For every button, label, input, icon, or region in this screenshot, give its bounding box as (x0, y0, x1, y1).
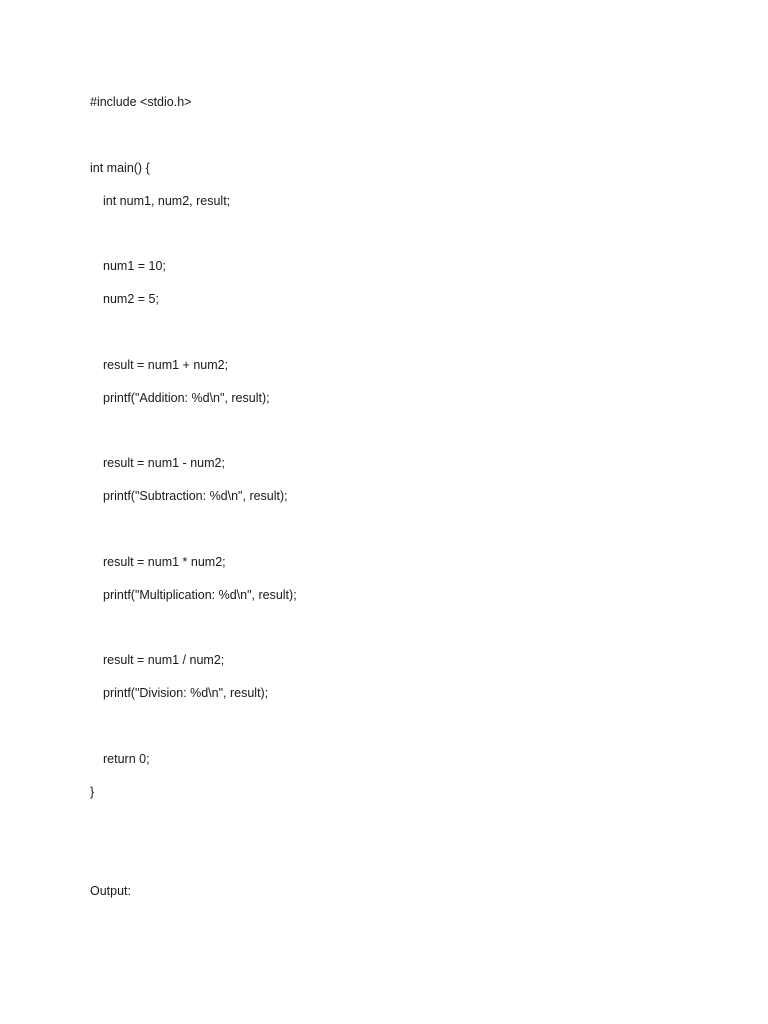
code-line (90, 324, 690, 357)
code-line: printf("Subtraction: %d\n", result); (103, 489, 288, 504)
code-line: result = num1 / num2; (103, 653, 225, 668)
code-line: result = num1 + num2; (103, 357, 229, 372)
output-label: Output: (90, 884, 131, 898)
code-line: result = num1 * num2; (103, 554, 226, 569)
code-line: printf("Multiplication: %d\n", result); (103, 587, 297, 602)
code-line: int num1, num2, result; (103, 193, 231, 208)
code-line: printf("Division: %d\n", result); (103, 686, 269, 701)
code-line: num1 = 10; (103, 259, 166, 274)
code-line: printf("Addition: %d\n", result); (103, 390, 270, 405)
code-line (90, 620, 690, 653)
code-line: num2 = 5; (103, 292, 159, 307)
code-line (90, 718, 690, 751)
code-line: result = num1 - num2; (103, 456, 225, 471)
code-line (90, 127, 690, 160)
code-block (90, 94, 690, 817)
code-line (90, 422, 690, 455)
code-line: int main() { (90, 160, 150, 175)
code-line: #include <stdio.h> (90, 95, 192, 109)
code-line: return 0; (103, 751, 150, 766)
code-line: } (90, 784, 95, 799)
code-line (90, 225, 690, 258)
code-line (90, 521, 690, 554)
